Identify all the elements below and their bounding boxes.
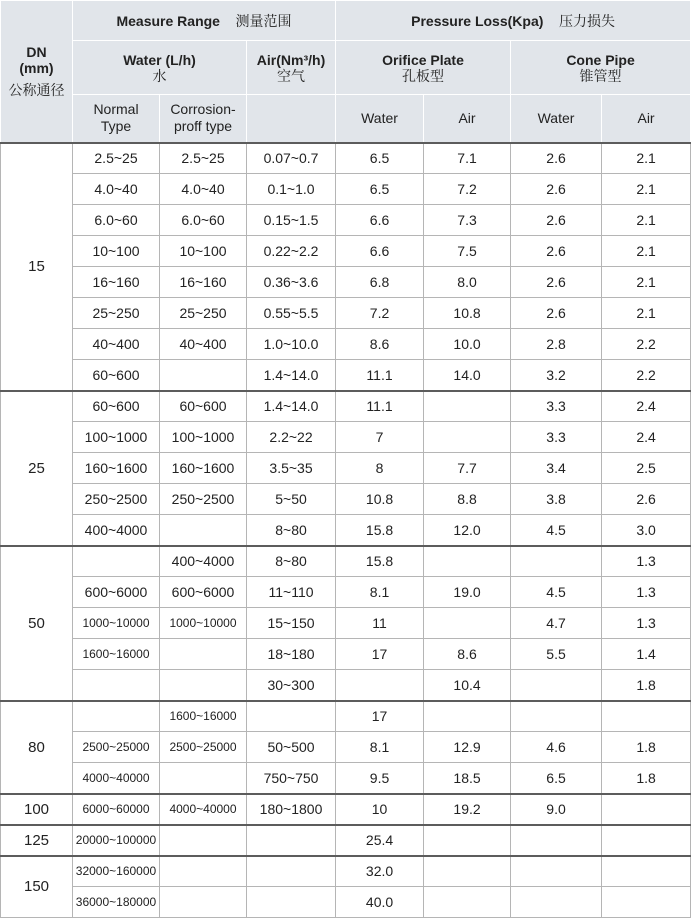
cone-water-cell bbox=[511, 546, 602, 577]
header-dn-label: DN bbox=[26, 44, 47, 61]
water-normal-cell: 6000~60000 bbox=[73, 794, 160, 825]
cone-water-cell bbox=[511, 825, 602, 856]
orifice-water-cell: 6.5 bbox=[336, 143, 424, 174]
table-row bbox=[1, 763, 691, 794]
cone-water-cell: 6.5 bbox=[511, 763, 602, 794]
cone-air-cell: 1.4 bbox=[602, 639, 691, 670]
orifice-water-cell: 25.4 bbox=[336, 825, 424, 856]
water-corrosion-cell bbox=[160, 360, 247, 391]
orifice-water-cell: 9.5 bbox=[336, 763, 424, 794]
water-corrosion-cell: 1600~16000 bbox=[160, 701, 247, 732]
water-normal-cell: 4000~40000 bbox=[73, 763, 160, 794]
cone-air-cell bbox=[602, 794, 691, 825]
water-corrosion-cell bbox=[160, 639, 247, 670]
orifice-air-cell: 8.8 bbox=[424, 484, 511, 515]
water-corrosion-cell bbox=[160, 856, 247, 887]
orifice-air-cell bbox=[424, 608, 511, 639]
orifice-air-cell bbox=[424, 825, 511, 856]
orifice-air-cell bbox=[424, 422, 511, 453]
water-corrosion-cell: 60~600 bbox=[160, 391, 247, 422]
table-row bbox=[1, 546, 691, 577]
cone-air-cell: 2.1 bbox=[602, 267, 691, 298]
header-air-blank bbox=[247, 95, 336, 143]
water-corrosion-cell bbox=[160, 670, 247, 701]
header-normal-type bbox=[73, 95, 160, 143]
air-range-cell: 30~300 bbox=[247, 670, 336, 701]
air-range-cell: 0.36~3.6 bbox=[247, 267, 336, 298]
dn-cell: 125 bbox=[1, 825, 73, 856]
table-row bbox=[1, 422, 691, 453]
table-row bbox=[1, 856, 691, 887]
water-normal-cell bbox=[73, 546, 160, 577]
table-row bbox=[1, 360, 691, 391]
water-corrosion-cell bbox=[160, 515, 247, 546]
dn-cell: 150 bbox=[1, 856, 73, 918]
orifice-water-cell: 7 bbox=[336, 422, 424, 453]
air-range-cell bbox=[247, 825, 336, 856]
header-dn-unit: (mm) bbox=[19, 60, 54, 77]
water-normal-cell: 36000~180000 bbox=[73, 887, 160, 918]
header-air-cn: 空气 bbox=[277, 67, 306, 84]
water-normal-cell: 2500~25000 bbox=[73, 732, 160, 763]
orifice-water-cell: 7.2 bbox=[336, 298, 424, 329]
table-row bbox=[1, 825, 691, 856]
cone-water-cell: 2.6 bbox=[511, 236, 602, 267]
water-corrosion-cell bbox=[160, 763, 247, 794]
water-corrosion-cell: 600~6000 bbox=[160, 577, 247, 608]
orifice-air-cell bbox=[424, 391, 511, 422]
orifice-air-cell: 14.0 bbox=[424, 360, 511, 391]
cone-water-cell: 9.0 bbox=[511, 794, 602, 825]
cone-water-cell: 3.3 bbox=[511, 391, 602, 422]
cone-water-cell: 2.6 bbox=[511, 143, 602, 174]
cone-air-cell: 2.4 bbox=[602, 391, 691, 422]
water-corrosion-cell: 4000~40000 bbox=[160, 794, 247, 825]
air-range-cell bbox=[247, 856, 336, 887]
orifice-water-cell: 40.0 bbox=[336, 887, 424, 918]
air-range-cell: 11~110 bbox=[247, 577, 336, 608]
cone-water-cell bbox=[511, 701, 602, 732]
dn-cell: 80 bbox=[1, 701, 73, 794]
header-pressure-loss-label: Pressure Loss(Kpa) bbox=[411, 12, 544, 29]
air-range-cell: 2.2~22 bbox=[247, 422, 336, 453]
water-corrosion-cell: 10~100 bbox=[160, 236, 247, 267]
orifice-water-cell: 15.8 bbox=[336, 515, 424, 546]
header-cone bbox=[511, 41, 691, 95]
water-normal-cell: 10~100 bbox=[73, 236, 160, 267]
water-normal-cell: 2.5~25 bbox=[73, 143, 160, 174]
water-corrosion-cell: 25~250 bbox=[160, 298, 247, 329]
cone-air-cell: 3.0 bbox=[602, 515, 691, 546]
orifice-air-cell: 10.8 bbox=[424, 298, 511, 329]
orifice-water-cell: 10 bbox=[336, 794, 424, 825]
orifice-air-cell: 7.5 bbox=[424, 236, 511, 267]
table-row bbox=[1, 515, 691, 546]
cone-air-cell: 1.3 bbox=[602, 577, 691, 608]
orifice-air-cell: 10.4 bbox=[424, 670, 511, 701]
orifice-water-cell: 11.1 bbox=[336, 360, 424, 391]
cone-water-cell: 2.6 bbox=[511, 298, 602, 329]
water-corrosion-cell: 2500~25000 bbox=[160, 732, 247, 763]
water-corrosion-cell: 4.0~40 bbox=[160, 174, 247, 205]
water-normal-cell bbox=[73, 701, 160, 732]
orifice-water-cell: 6.6 bbox=[336, 236, 424, 267]
header-measure-range-cn: 测量范围 bbox=[235, 12, 292, 29]
header-cone-cn: 锥管型 bbox=[579, 67, 622, 84]
cone-air-cell bbox=[602, 856, 691, 887]
dn-cell: 25 bbox=[1, 391, 73, 546]
orifice-water-cell: 8.1 bbox=[336, 732, 424, 763]
orifice-air-cell: 12.9 bbox=[424, 732, 511, 763]
cone-water-cell bbox=[511, 887, 602, 918]
water-corrosion-cell: 6.0~60 bbox=[160, 205, 247, 236]
header-measure-range-label: Measure Range bbox=[116, 12, 220, 29]
cone-air-cell: 1.8 bbox=[602, 763, 691, 794]
water-normal-cell: 20000~100000 bbox=[73, 825, 160, 856]
table-row bbox=[1, 267, 691, 298]
cone-water-cell: 4.7 bbox=[511, 608, 602, 639]
dn-cell: 100 bbox=[1, 794, 73, 825]
header-orifice-label: Orifice Plate bbox=[382, 51, 464, 68]
orifice-water-cell: 17 bbox=[336, 639, 424, 670]
orifice-air-cell: 8.0 bbox=[424, 267, 511, 298]
table-row bbox=[1, 732, 691, 763]
orifice-air-cell: 19.2 bbox=[424, 794, 511, 825]
header-corrosion-type-label: Corrosion-proff type bbox=[170, 101, 236, 135]
orifice-air-cell: 7.3 bbox=[424, 205, 511, 236]
air-range-cell: 15~150 bbox=[247, 608, 336, 639]
water-corrosion-cell: 16~160 bbox=[160, 267, 247, 298]
cone-water-cell: 4.5 bbox=[511, 577, 602, 608]
header-orifice-water: Water bbox=[336, 95, 424, 143]
air-range-cell: 3.5~35 bbox=[247, 453, 336, 484]
cone-air-cell: 1.3 bbox=[602, 546, 691, 577]
orifice-water-cell: 8.1 bbox=[336, 577, 424, 608]
header-water-label: Water (L/h) bbox=[123, 51, 196, 68]
water-normal-cell: 250~2500 bbox=[73, 484, 160, 515]
header-air bbox=[247, 41, 336, 95]
header-orifice-air: Air bbox=[424, 95, 511, 143]
water-normal-cell: 1000~10000 bbox=[73, 608, 160, 639]
orifice-water-cell bbox=[336, 670, 424, 701]
orifice-air-cell bbox=[424, 701, 511, 732]
air-range-cell: 750~750 bbox=[247, 763, 336, 794]
table-row bbox=[1, 329, 691, 360]
orifice-air-cell: 8.6 bbox=[424, 639, 511, 670]
air-range-cell: 5~50 bbox=[247, 484, 336, 515]
water-corrosion-cell: 100~1000 bbox=[160, 422, 247, 453]
header-water bbox=[73, 41, 247, 95]
orifice-water-cell: 8 bbox=[336, 453, 424, 484]
cone-water-cell: 4.5 bbox=[511, 515, 602, 546]
orifice-air-cell bbox=[424, 887, 511, 918]
cone-water-cell: 3.4 bbox=[511, 453, 602, 484]
table-row bbox=[1, 701, 691, 732]
orifice-air-cell bbox=[424, 546, 511, 577]
water-normal-cell: 16~160 bbox=[73, 267, 160, 298]
water-corrosion-cell: 2.5~25 bbox=[160, 143, 247, 174]
table-row bbox=[1, 484, 691, 515]
air-range-cell: 18~180 bbox=[247, 639, 336, 670]
orifice-air-cell: 10.0 bbox=[424, 329, 511, 360]
water-normal-cell: 100~1000 bbox=[73, 422, 160, 453]
water-corrosion-cell bbox=[160, 825, 247, 856]
cone-air-cell: 2.1 bbox=[602, 236, 691, 267]
table-row bbox=[1, 174, 691, 205]
cone-air-cell: 2.1 bbox=[602, 205, 691, 236]
water-normal-cell: 6.0~60 bbox=[73, 205, 160, 236]
cone-water-cell bbox=[511, 856, 602, 887]
orifice-water-cell: 10.8 bbox=[336, 484, 424, 515]
orifice-water-cell: 8.6 bbox=[336, 329, 424, 360]
orifice-water-cell: 11 bbox=[336, 608, 424, 639]
orifice-air-cell: 7.2 bbox=[424, 174, 511, 205]
air-range-cell: 0.15~1.5 bbox=[247, 205, 336, 236]
header-air-label: Air(Nm³/h) bbox=[256, 51, 326, 68]
header-normal-type-label: Normal Type bbox=[93, 101, 139, 135]
cone-air-cell: 2.1 bbox=[602, 298, 691, 329]
cone-water-cell: 2.8 bbox=[511, 329, 602, 360]
air-range-cell bbox=[247, 887, 336, 918]
water-corrosion-cell: 400~4000 bbox=[160, 546, 247, 577]
header-measure-range bbox=[73, 1, 336, 41]
water-normal-cell: 32000~160000 bbox=[73, 856, 160, 887]
cone-air-cell: 2.1 bbox=[602, 143, 691, 174]
air-range-cell: 8~80 bbox=[247, 515, 336, 546]
cone-water-cell bbox=[511, 670, 602, 701]
water-normal-cell: 4.0~40 bbox=[73, 174, 160, 205]
header-corrosion-type bbox=[160, 95, 247, 143]
cone-air-cell bbox=[602, 825, 691, 856]
table-row bbox=[1, 639, 691, 670]
orifice-water-cell: 6.6 bbox=[336, 205, 424, 236]
cone-air-cell: 1.8 bbox=[602, 670, 691, 701]
dn-cell: 15 bbox=[1, 143, 73, 391]
table-row bbox=[1, 298, 691, 329]
orifice-air-cell: 19.0 bbox=[424, 577, 511, 608]
water-normal-cell: 60~600 bbox=[73, 360, 160, 391]
water-normal-cell: 40~400 bbox=[73, 329, 160, 360]
air-range-cell: 50~500 bbox=[247, 732, 336, 763]
cone-water-cell: 2.6 bbox=[511, 267, 602, 298]
cone-water-cell: 3.3 bbox=[511, 422, 602, 453]
cone-air-cell: 2.2 bbox=[602, 360, 691, 391]
water-normal-cell: 1600~16000 bbox=[73, 639, 160, 670]
air-range-cell: 1.0~10.0 bbox=[247, 329, 336, 360]
cone-air-cell: 1.8 bbox=[602, 732, 691, 763]
table-body bbox=[1, 143, 691, 918]
header-dn bbox=[1, 1, 73, 143]
table-row bbox=[1, 391, 691, 422]
orifice-water-cell: 17 bbox=[336, 701, 424, 732]
header-orifice-cn: 孔板型 bbox=[402, 67, 445, 84]
header-pressure-loss bbox=[336, 1, 691, 41]
orifice-water-cell: 32.0 bbox=[336, 856, 424, 887]
air-range-cell: 0.55~5.5 bbox=[247, 298, 336, 329]
water-corrosion-cell: 40~400 bbox=[160, 329, 247, 360]
orifice-air-cell: 12.0 bbox=[424, 515, 511, 546]
water-normal-cell: 60~600 bbox=[73, 391, 160, 422]
water-normal-cell: 160~1600 bbox=[73, 453, 160, 484]
table-row bbox=[1, 205, 691, 236]
cone-water-cell: 5.5 bbox=[511, 639, 602, 670]
water-normal-cell: 600~6000 bbox=[73, 577, 160, 608]
table-row bbox=[1, 143, 691, 174]
table-row bbox=[1, 577, 691, 608]
cone-water-cell: 2.6 bbox=[511, 205, 602, 236]
header-orifice bbox=[336, 41, 511, 95]
table-row bbox=[1, 670, 691, 701]
header-dn-cn: 公称通径 bbox=[8, 82, 65, 99]
orifice-air-cell: 18.5 bbox=[424, 763, 511, 794]
cone-air-cell: 2.6 bbox=[602, 484, 691, 515]
water-corrosion-cell: 160~1600 bbox=[160, 453, 247, 484]
water-corrosion-cell bbox=[160, 887, 247, 918]
water-normal-cell bbox=[73, 670, 160, 701]
orifice-water-cell: 6.5 bbox=[336, 174, 424, 205]
air-range-cell: 0.07~0.7 bbox=[247, 143, 336, 174]
header-cone-label: Cone Pipe bbox=[566, 51, 635, 68]
cone-water-cell: 4.6 bbox=[511, 732, 602, 763]
air-range-cell: 1.4~14.0 bbox=[247, 360, 336, 391]
cone-air-cell: 2.1 bbox=[602, 174, 691, 205]
orifice-air-cell: 7.7 bbox=[424, 453, 511, 484]
cone-water-cell: 3.2 bbox=[511, 360, 602, 391]
water-normal-cell: 25~250 bbox=[73, 298, 160, 329]
water-normal-cell: 400~4000 bbox=[73, 515, 160, 546]
air-range-cell: 180~1800 bbox=[247, 794, 336, 825]
table-header bbox=[1, 1, 691, 143]
cone-air-cell: 2.4 bbox=[602, 422, 691, 453]
air-range-cell bbox=[247, 701, 336, 732]
orifice-water-cell: 11.1 bbox=[336, 391, 424, 422]
table-row bbox=[1, 608, 691, 639]
air-range-cell: 1.4~14.0 bbox=[247, 391, 336, 422]
orifice-water-cell: 6.8 bbox=[336, 267, 424, 298]
header-pressure-loss-cn: 压力损失 bbox=[558, 12, 615, 29]
header-cone-water: Water bbox=[511, 95, 602, 143]
air-range-cell: 0.1~1.0 bbox=[247, 174, 336, 205]
orifice-air-cell bbox=[424, 856, 511, 887]
cone-air-cell: 1.3 bbox=[602, 608, 691, 639]
header-water-cn: 水 bbox=[152, 67, 167, 84]
cone-air-cell: 2.2 bbox=[602, 329, 691, 360]
cone-air-cell bbox=[602, 701, 691, 732]
table-row bbox=[1, 794, 691, 825]
cone-air-cell: 2.5 bbox=[602, 453, 691, 484]
air-range-cell: 8~80 bbox=[247, 546, 336, 577]
table-row bbox=[1, 887, 691, 918]
dn-cell: 50 bbox=[1, 546, 73, 701]
cone-air-cell bbox=[602, 887, 691, 918]
water-corrosion-cell: 250~2500 bbox=[160, 484, 247, 515]
cone-water-cell: 3.8 bbox=[511, 484, 602, 515]
table-row bbox=[1, 236, 691, 267]
air-range-cell: 0.22~2.2 bbox=[247, 236, 336, 267]
orifice-water-cell: 15.8 bbox=[336, 546, 424, 577]
orifice-air-cell: 7.1 bbox=[424, 143, 511, 174]
table-row bbox=[1, 453, 691, 484]
water-corrosion-cell: 1000~10000 bbox=[160, 608, 247, 639]
header-cone-air: Air bbox=[602, 95, 691, 143]
cone-water-cell: 2.6 bbox=[511, 174, 602, 205]
